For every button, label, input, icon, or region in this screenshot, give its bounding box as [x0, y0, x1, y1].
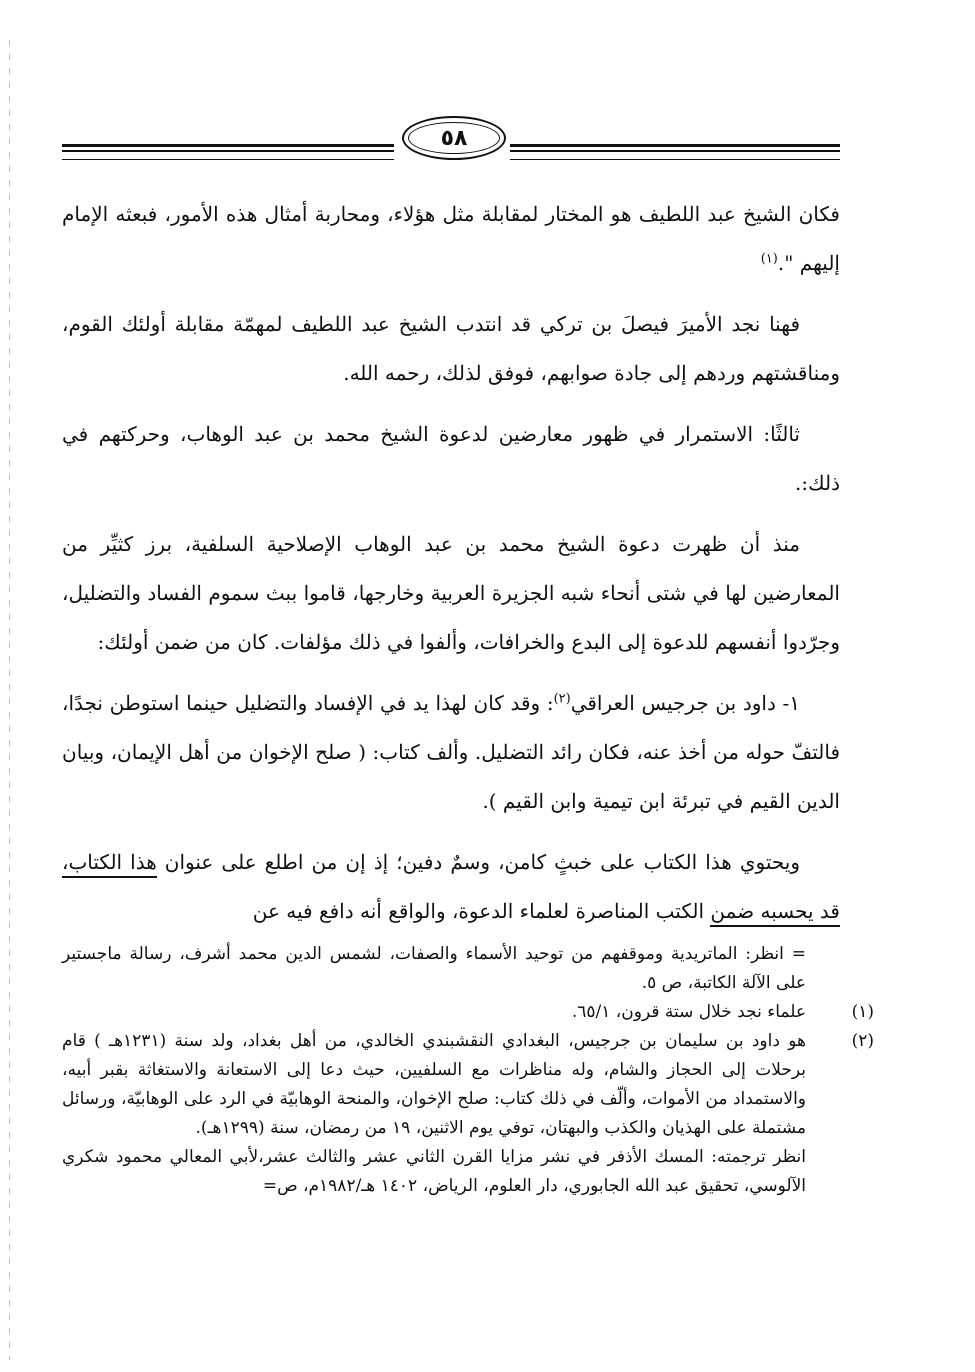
footnotes [62, 940, 874, 1201]
footnote-1-text: علماء نجد خلال ستة قرون، ٦٥/١. [571, 1002, 806, 1022]
paragraph-6-end: الكتب المناصرة لعلماء الدعوة، والواقع أنه دافع فيه عن [252, 899, 711, 923]
header-rule-left [62, 144, 394, 160]
main-text [62, 190, 840, 948]
footnote-2-text: هو داود بن سليمان بن جرجيس، البغدادي النقشبندي الخالدي، من أهل بغداد، ولد سنة (١٢٣١هـ ) قام برحلات إلى الحجاز والشام، وله مناظرات مع السلفيين، حيث دعا إلى الاستعانة والاستغاثة بقبر أبيه، والاستمداد من الأموات، وألّف في ذلك كتاب: صلح الإخوان، والمنحة الوهابيّة في الرد على الوهابيّة، ورسائل مشتملة على الهذيان والكذب والبهتان، توفي يوم الاثنين، ١٩ من رمضان، سنة (١٢٩٩هـ). [62, 1031, 806, 1138]
paragraph-6-underlined: هذا الكتاب، قد يحسبه ضمن [62, 850, 840, 927]
page-header [62, 112, 840, 162]
footnote-ref-2: (٢) [553, 691, 571, 707]
paragraph-6-start: ويحتوي هذا الكتاب على خبثٍ كامن، وسمٌ دفين؛ إذ إن من اطلع على عنوان [156, 850, 800, 874]
paragraph-1-text: فكان الشيخ عبد اللطيف هو المختار لمقابلة مثل هؤلاء، ومحاربة أمثال هذه الأمور، فبعثه الإمام إليهم ". [62, 202, 840, 275]
paragraph-5-rest: : وقد كان لهذا يد في الإفساد والتضليل حينما استوطن نجدًا، فالتفّ حوله من أخذ عنه، فكان رائد التضليل. وألف كتاب: ( صلح الإخوان من أهل الإيمان، وبيان الدين القيم في تبرئة ابن تيمية وابن القيم ). [62, 691, 840, 813]
header-rule-right [510, 144, 840, 160]
footnote-2-number: (٢) [851, 1031, 874, 1051]
footnote-1 [62, 998, 874, 1027]
scan-edge-line [9, 40, 10, 1360]
paragraph-4: منذ أن ظهرت دعوة الشيخ محمد بن عبد الوهاب الإصلاحية السلفية، برز كثيِّر من المعارضين لها في شتى أنحاء شبه الجزيرة العربية وخارجها، قاموا ببث سموم الفساد والتضليل، وجرّدوا أنفسهم للدعوة إلى البدع والخرافات، وألفوا في ذلك مؤلفات. كان من ضمن أولئك: [62, 532, 840, 654]
paragraph-2: فهنا نجد الأميرَ فيصلَ بن تركي قد انتدب الشيخ عبد اللطيف لمهمّة مقابلة أولئك القوم، ومناقشتهم وردهم إلى جادة صوابهم، فوفق لذلك، رحمه الله. [62, 312, 840, 385]
paragraph-6 [62, 838, 840, 936]
footnote-2 [62, 1027, 874, 1143]
paragraph-3: ثالثًا: الاستمرار في ظهور معارضين لدعوة الشيخ محمد بن عبد الوهاب، وحركتهم في ذلك:. [62, 422, 840, 495]
paragraph-5 [62, 679, 840, 826]
footnote-2-sources: انظر ترجمته: المسك الأذفر في نشر مزايا القرن الثاني عشر والثالث عشر،لأبي المعالي محمود شكري الآلوسي، تحقيق عبد الله الجابوري، دار العلوم، الرياض، ١٤٠٢ هـ/١٩٨٢م، ص= [62, 1147, 806, 1196]
footnote-1-number: (١) [851, 1002, 874, 1022]
footnote-carryover: = انظر: الماتريدية وموقفهم من توحيد الأسماء والصفات، لشمس الدين محمد أشرف، رسالة ماجستير على الآلة الكاتبة، ص ٥. [62, 944, 806, 993]
footnote-ref-1: (١) [760, 251, 778, 267]
paragraph-5-start: ١- داود بن جرجيس العراقي [570, 691, 800, 715]
paragraph-1 [62, 190, 840, 288]
page-number: ٥٨ [440, 125, 468, 151]
page-number-badge [402, 116, 506, 160]
